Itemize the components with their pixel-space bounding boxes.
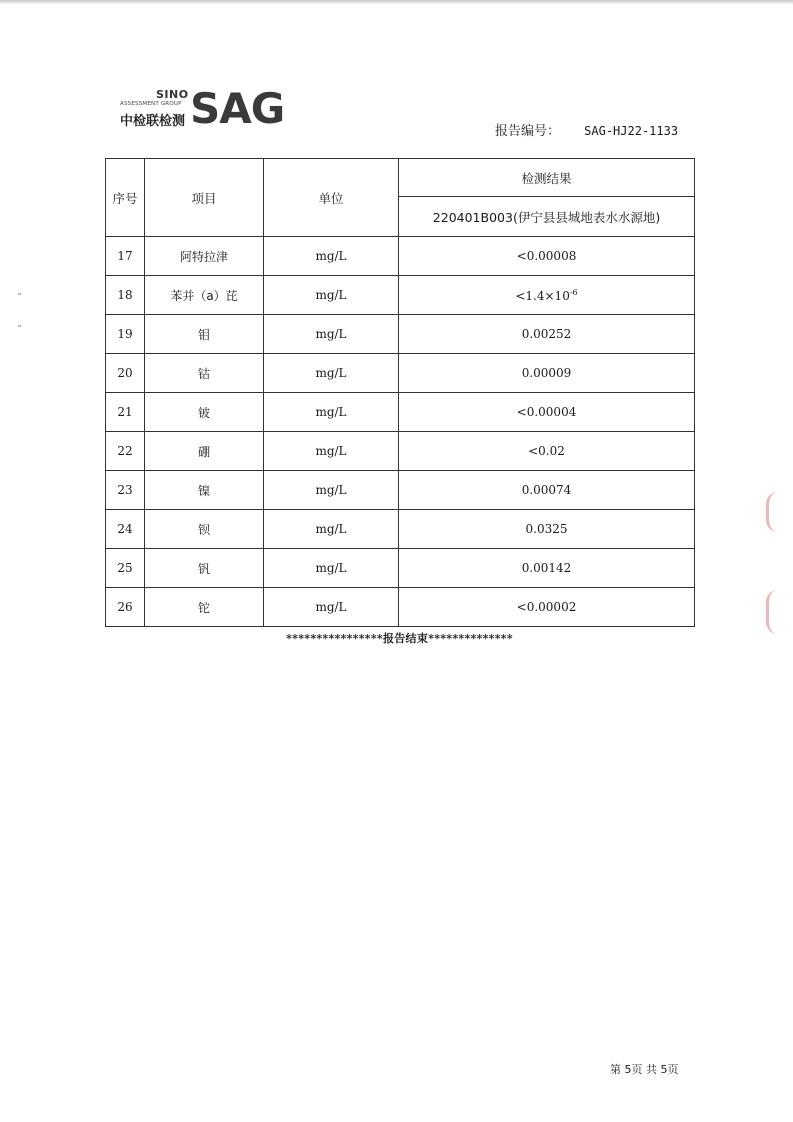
report-number [495,120,678,139]
cell-unit: mg/L [264,588,399,627]
cell-unit: mg/L [264,237,399,276]
cell-unit: mg/L [264,393,399,432]
table-row [106,471,695,510]
table-row [106,237,695,276]
cell-unit: mg/L [264,354,399,393]
logo-sino-text: SINO [156,88,189,101]
cell-result: 0.00252 [399,315,695,354]
cell-unit: mg/L [264,549,399,588]
cell-result [399,276,695,315]
cell-seq: 23 [106,471,145,510]
cell-unit: mg/L [264,276,399,315]
header-sample-id: 220401B003(伊宁县县城地表水水源地) [399,197,695,237]
table-row [106,315,695,354]
scan-speck [18,325,21,327]
cell-item: 钴 [145,354,264,393]
company-logo [120,84,300,136]
results-table [105,158,695,627]
cell-item: 镍 [145,471,264,510]
cell-item: 铍 [145,393,264,432]
cell-result: <0.00002 [399,588,695,627]
report-number-label: 报告编号： [495,124,561,139]
table-row [106,588,695,627]
header-unit: 单位 [264,159,399,237]
table-row [106,276,695,315]
cell-result: 0.0325 [399,510,695,549]
cell-item: 铊 [145,588,264,627]
cell-unit: mg/L [264,510,399,549]
cell-seq: 25 [106,549,145,588]
cell-item: 硼 [145,432,264,471]
page-number: 第 5页 共 5页 [610,1063,679,1076]
report-end-note: ****************报告结束************** [286,632,513,645]
cell-seq: 21 [106,393,145,432]
cell-item: 苯并（a）芘 [145,276,264,315]
table-row [106,393,695,432]
cell-item: 阿特拉津 [145,237,264,276]
scan-top-edge [0,0,793,4]
logo-chinese-name: 中检联检测 [120,114,186,129]
cell-result: <0.00004 [399,393,695,432]
table-row [106,432,695,471]
cell-seq: 20 [106,354,145,393]
seal-mark-fragment [766,492,793,532]
cell-result-exponent: -6 [569,287,578,297]
cell-seq: 19 [106,315,145,354]
cell-seq: 26 [106,588,145,627]
cell-seq: 17 [106,237,145,276]
cell-unit: mg/L [264,471,399,510]
table-row [106,549,695,588]
cell-result: 0.00009 [399,354,695,393]
cell-result: <0.00008 [399,237,695,276]
table-row [106,354,695,393]
seal-mark-fragment [766,590,793,634]
cell-item: 钼 [145,315,264,354]
cell-item: 钡 [145,510,264,549]
header-seq: 序号 [106,159,145,237]
cell-item: 钒 [145,549,264,588]
cell-result: <0.02 [399,432,695,471]
scan-speck [18,293,21,295]
cell-result-base: <1.4×10 [515,288,570,303]
cell-seq: 24 [106,510,145,549]
cell-result: 0.00142 [399,549,695,588]
header-result: 检测结果 [399,159,695,197]
cell-unit: mg/L [264,315,399,354]
logo-mark: SAG [190,84,285,133]
header-item: 项目 [145,159,264,237]
cell-unit: mg/L [264,432,399,471]
report-number-value: SAG-HJ22-1133 [584,124,679,138]
cell-result: 0.00074 [399,471,695,510]
cell-seq: 18 [106,276,145,315]
logo-group-text: ASSESSMENT GROUP [120,101,182,107]
table-row [106,510,695,549]
cell-seq: 22 [106,432,145,471]
